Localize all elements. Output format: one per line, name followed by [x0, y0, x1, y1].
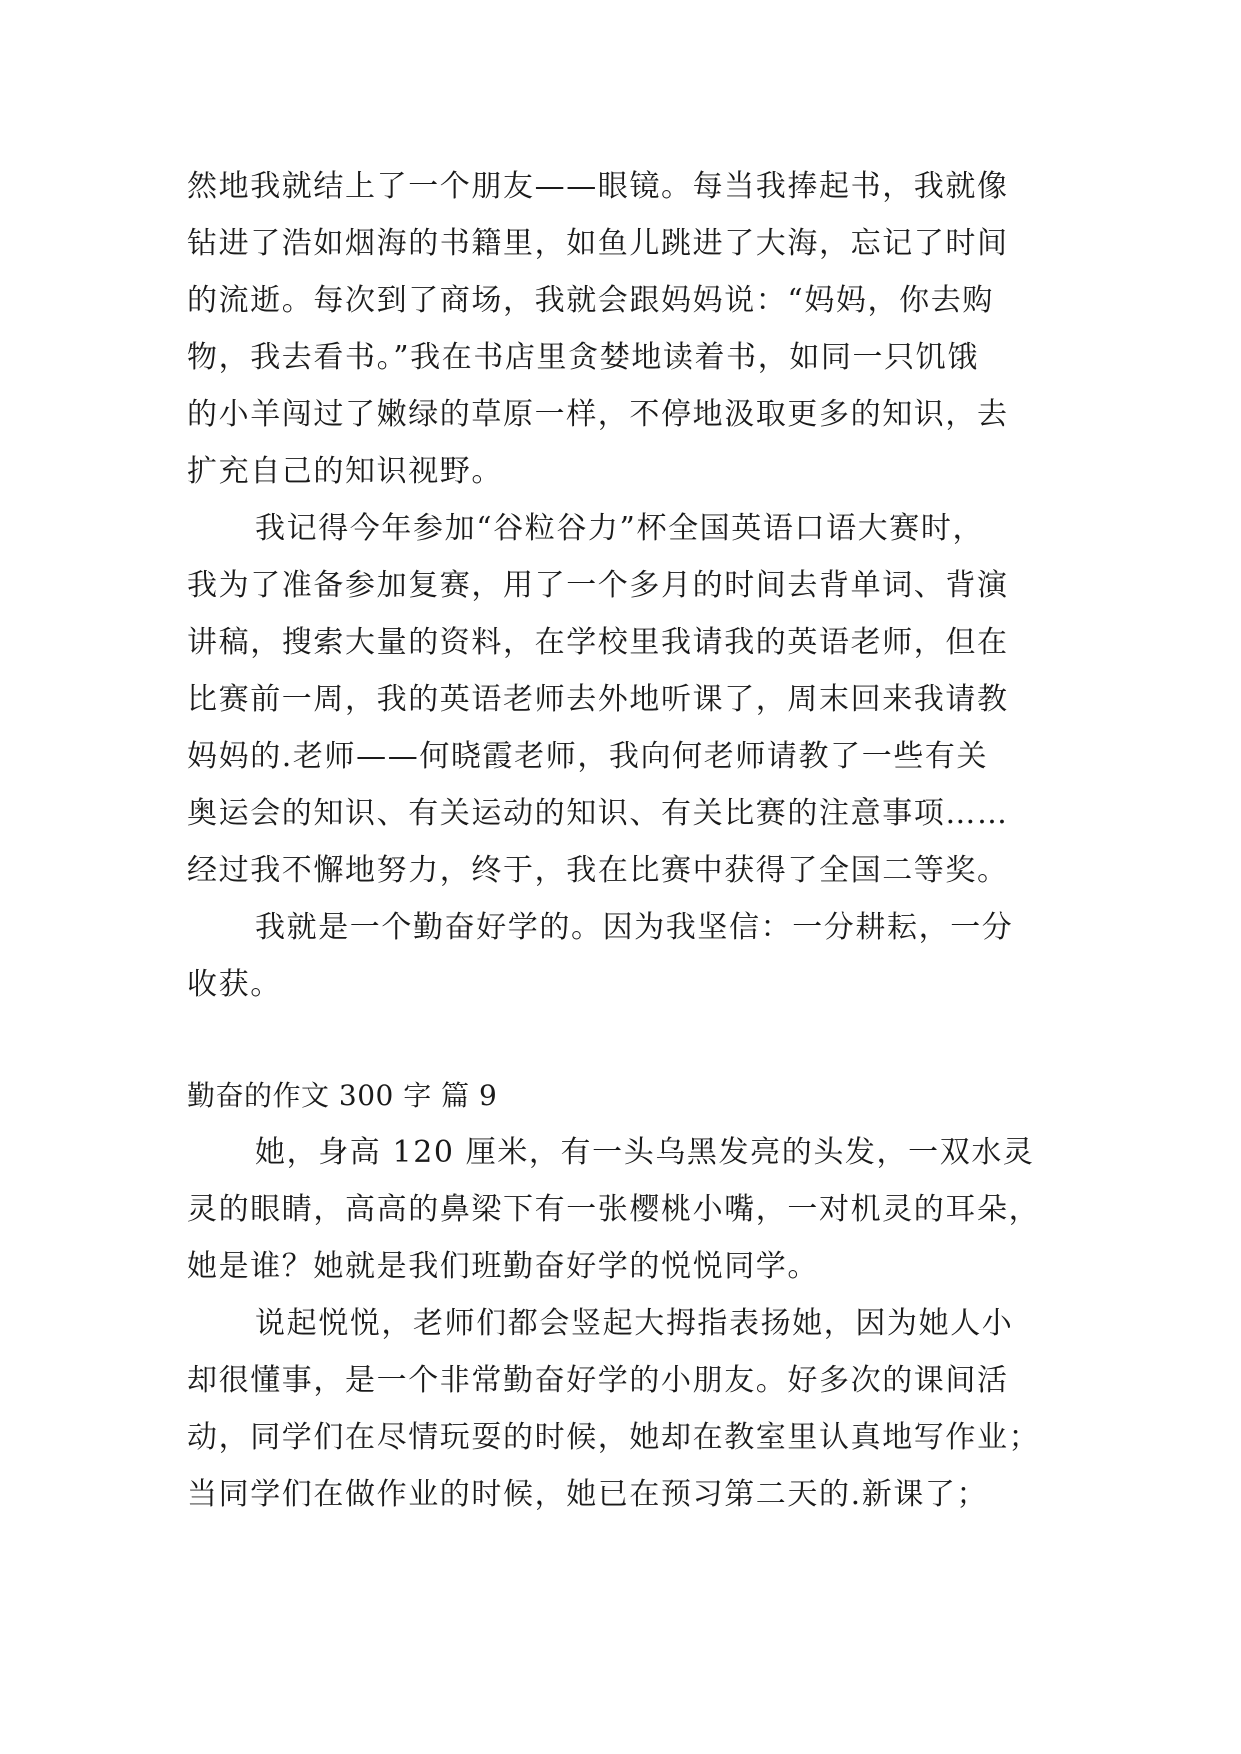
text-line: 钻进了浩如烟海的书籍里，如鱼儿跳进了大海，忘记了时间	[187, 226, 1009, 261]
text-line: 我就是一个勤奋好学的。因为我坚信：一分耕耘，一分	[255, 910, 1014, 945]
text-line: 物，我去看书。”我在书店里贪婪地读着书，如同一只饥饿	[187, 340, 979, 375]
paragraph-description	[187, 1124, 1067, 1295]
text-line: 我记得今年参加“谷粒谷力”杯全国英语口语大赛时，	[255, 511, 985, 546]
text-line: 她，身高 120 厘米，有一头乌黑发亮的头发，一双水灵	[255, 1135, 1035, 1170]
paragraph-conclusion	[187, 899, 1067, 1013]
text-line: 动，同学们在尽情玩耍的时候，她却在教室里认真地写作业；	[187, 1420, 1041, 1455]
document-page	[187, 158, 1067, 1523]
text-line: 说起悦悦，老师们都会竖起大拇指表扬她，因为她人小	[255, 1306, 1014, 1341]
text-line: 妈妈的.老师——何晓霞老师，我向何老师请教了一些有关	[187, 739, 989, 774]
text-line: 比赛前一周，我的英语老师去外地听课了，周末回来我请教	[187, 682, 1009, 717]
text-line: 的小羊闯过了嫩绿的草原一样，不停地汲取更多的知识，去	[187, 397, 1009, 432]
text-line: 然地我就结上了一个朋友——眼镜。每当我捧起书，我就像	[187, 169, 1009, 204]
text-line: 经过我不懈地努力，终于，我在比赛中获得了全国二等奖。	[187, 853, 1009, 888]
text-line: 收获。	[187, 967, 282, 1002]
paragraph-english-contest	[187, 500, 1067, 899]
paragraph-yueyue	[187, 1295, 1067, 1523]
section-heading: 勤奋的作文 300 字 篇 9	[187, 1079, 498, 1112]
text-line: 扩充自己的知识视野。	[187, 454, 503, 489]
text-line: 讲稿，搜索大量的资料，在学校里我请我的英语老师，但在	[187, 625, 1009, 660]
section-spacer	[187, 1013, 1067, 1067]
text-line: 我为了准备参加复赛，用了一个多月的时间去背单词、背演	[187, 568, 1009, 603]
text-line: 奥运会的知识、有关运动的知识、有关比赛的注意事项……	[187, 796, 1009, 831]
paragraph-reading-glasses	[187, 158, 1067, 500]
text-line: 她是谁？她就是我们班勤奋好学的悦悦同学。	[187, 1249, 819, 1284]
text-line: 灵的眼睛，高高的鼻梁下有一张樱桃小嘴，一对机灵的耳朵，	[187, 1192, 1041, 1227]
text-line: 的流逝。每次到了商场，我就会跟妈妈说：“妈妈，你去购	[187, 283, 994, 318]
text-line: 当同学们在做作业的时候，她已在预习第二天的.新课了；	[187, 1477, 989, 1512]
text-line: 却很懂事，是一个非常勤奋好学的小朋友。好多次的课间活	[187, 1363, 1009, 1398]
